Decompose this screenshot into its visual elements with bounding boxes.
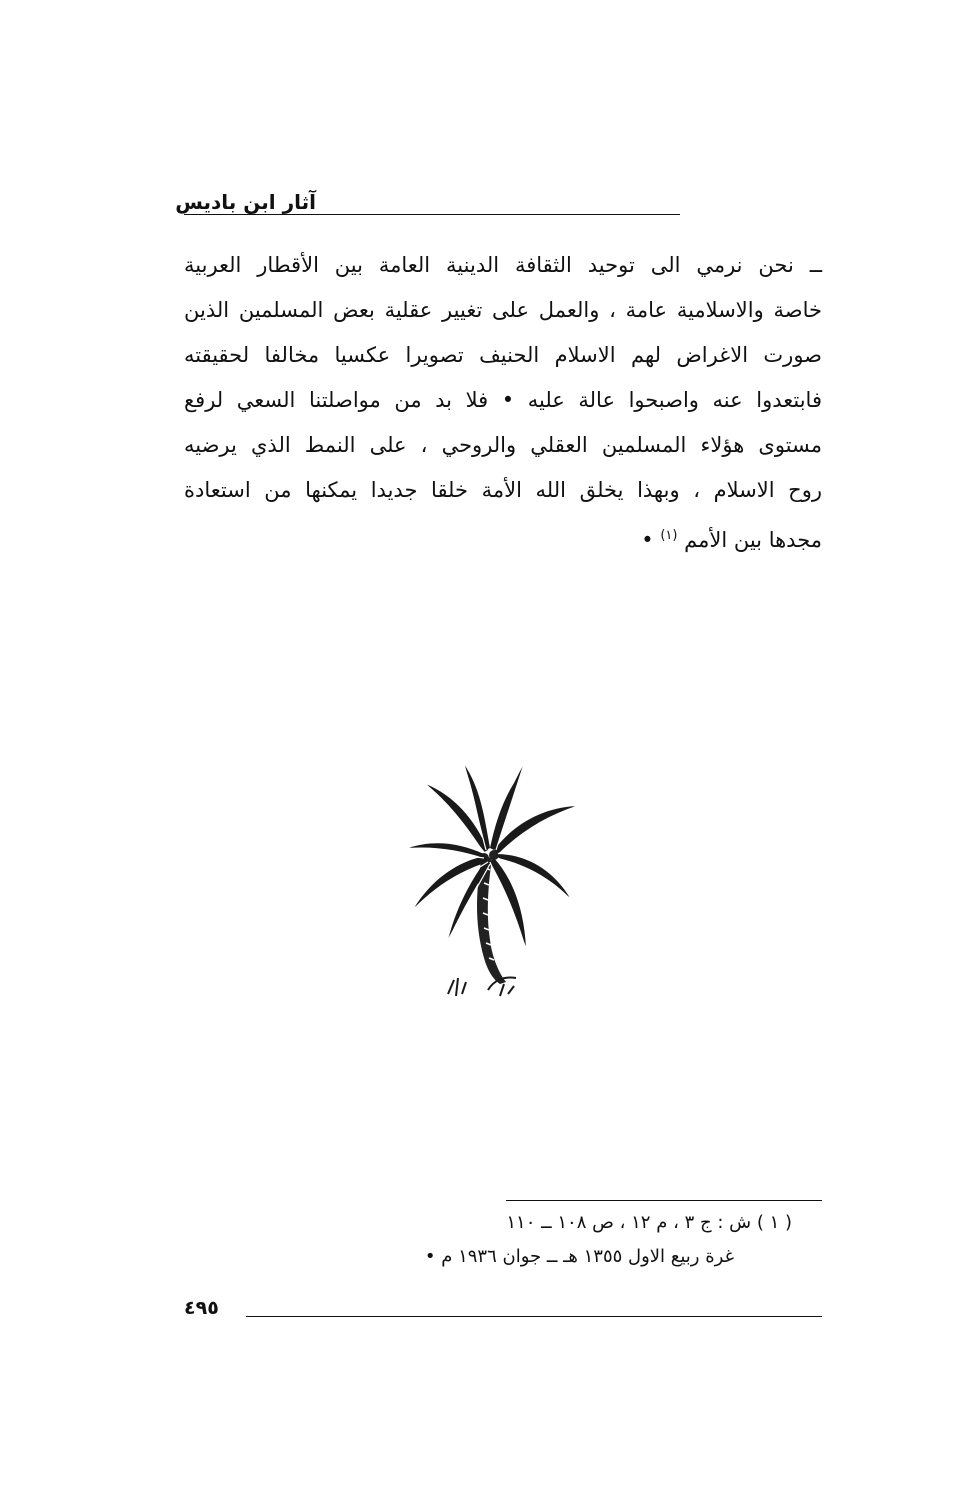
header-rule (184, 214, 680, 215)
footnote-line: غرة ربيع الاول ١٣٥٥ هـ ــ جوان ١٩٣٦ م • (424, 1246, 734, 1267)
palm-tree-icon (404, 758, 584, 1008)
footnotes (300, 1206, 792, 1274)
body-line: ــ نحن نرمي الى توحيد الثقافة الدينية العامة بين الأقطار العربية (184, 253, 822, 277)
body-line: روح الاسلام ، وبهذا يخلق الله الأمة خلقا جديدا يمكنها من استعادة (184, 478, 822, 502)
body-paragraph (184, 243, 822, 558)
body-line-last (184, 513, 822, 558)
closing-mark: • (641, 528, 654, 552)
footer-rule (246, 1316, 822, 1317)
footnote-rule (506, 1200, 822, 1201)
body-line: فابتعدوا عنه واصبحوا عالة عليه • فلا بد من مواصلتنا السعي لرفع (184, 388, 822, 412)
body-line-text: مجدها بين الأمم (684, 528, 822, 552)
footnote-line: ( ١ ) ش : ج ٣ ، م ١٢ ، ص ١٠٨ ــ ١١٠ (506, 1212, 792, 1233)
body-line: خاصة والاسلامية عامة ، والعمل على تغيير عقلية بعض المسلمين الذين (184, 298, 822, 322)
body-line: مستوى هؤلاء المسلمين العقلي والروحي ، على النمط الذي يرضيه (184, 433, 822, 457)
running-header-title: آثار ابن باديس (175, 190, 316, 214)
page-number: ٤٩٥ (184, 1297, 219, 1319)
body-line: صورت الاغراض لهم الاسلام الحنيف تصويرا عكسيا مخالفا لحقيقته (184, 343, 822, 367)
running-header (175, 188, 822, 222)
page-footer (184, 1296, 822, 1326)
footnote-reference: (١) (660, 528, 678, 543)
